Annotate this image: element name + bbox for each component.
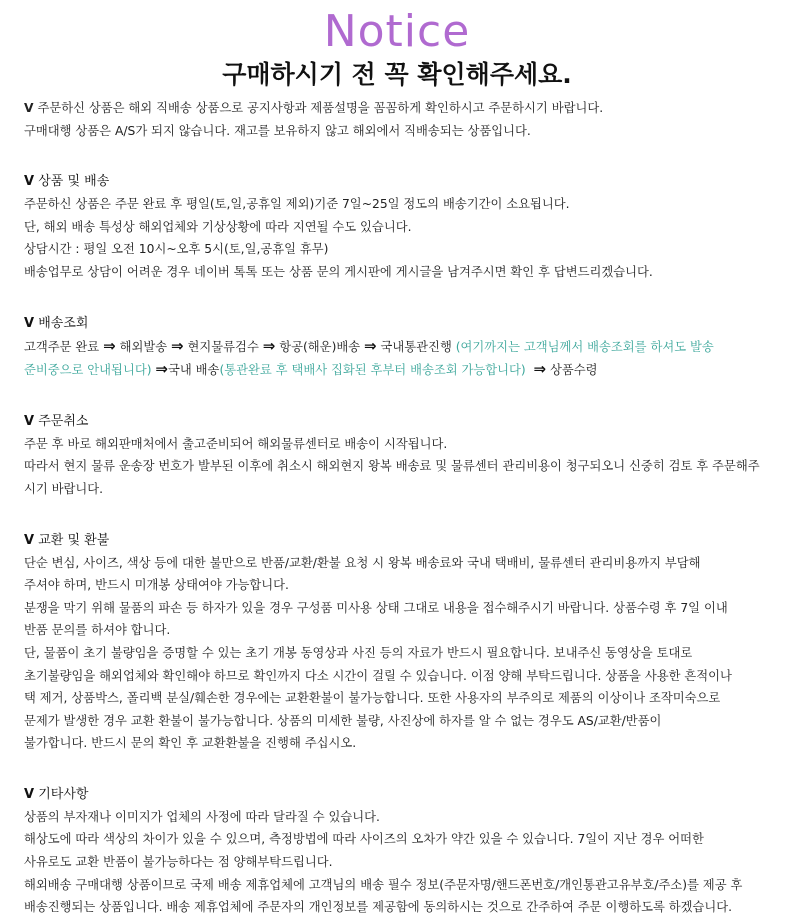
- tracking-flow-line1: [24, 335, 780, 359]
- section-heading-tracking: V 배송조회: [24, 315, 89, 331]
- check-marker: V: [24, 315, 35, 331]
- shipping-section: [24, 170, 780, 283]
- etc-line: 상품의 부자재나 이미지가 업체의 사정에 따라 달라질 수 있습니다.: [24, 809, 380, 824]
- tracking-section: [24, 312, 780, 382]
- tracking-step: 고객주문 완료: [24, 339, 100, 354]
- exchange-line: 분쟁을 막기 위해 물품의 파손 등 하자가 있을 경우 구성품 미사용 상태 그대로 내용을 접수해주시기 바랍니다. 상품수령 후 7일 이내: [24, 600, 728, 615]
- check-marker: V: [24, 532, 35, 548]
- etc-section: [24, 783, 780, 919]
- arrow-icon: ⇒: [364, 336, 377, 355]
- tracking-step: 현지물류검수: [187, 339, 259, 354]
- etc-line: 해상도에 따라 색상의 차이가 있을 수 있으며, 측정방법에 따라 사이즈의 오차가 약간 있을 수 있습니다. 7일이 지난 경우 어떠한: [24, 832, 704, 847]
- exchange-line: 반품 문의를 하셔야 합니다.: [24, 623, 171, 638]
- check-marker: V: [24, 413, 35, 429]
- shipping-line: 상담시간 : 평일 오전 10시~오후 5시(토,일,공휴일 휴무): [24, 242, 329, 257]
- exchange-line: 택 제거, 상품박스, 폴리백 분실/훼손한 경우에는 교환환불이 불가능합니다. 또한 사용자의 부주의로 제품의 이상이나 조작미숙으로: [24, 691, 721, 706]
- exchange-line: 단순 변심, 사이즈, 색상 등에 대한 불만으로 반품/교환/환불 요청 시 왕복 배송료와 국내 택배비, 물류센터 관리비용까지 부담해: [24, 555, 701, 570]
- etc-line: 해외배송 구매대행 상품이므로 국제 배송 제휴업체에 고객님의 배송 필수 정보(주문자명/핸드폰번호/개인통관고유부호/주소)를 제공 후: [24, 877, 743, 892]
- tracking-step: 해외발송: [119, 339, 168, 354]
- etc-line: 사유로도 교환 반품이 불가능하다는 점 양해부탁드립니다.: [24, 855, 333, 870]
- tracking-flow-line2: [24, 358, 780, 382]
- intro-line: V 주문하신 상품은 해외 직배송 상품으로 공지사항과 제품설명을 꼼꼼하게 확인하시고 주문하시기 바랍니다.: [24, 101, 604, 115]
- tracking-step: 국내 배송: [168, 363, 220, 378]
- shipping-line: 배송업무로 상담이 어려운 경우 네이버 톡톡 또는 상품 문의 게시판에 게시글을 남겨주시면 확인 후 답변드리겠습니다.: [24, 264, 653, 279]
- tracking-step: 국내통관진행: [380, 339, 452, 354]
- domestic-note: (통관완료 후 택배사 집화된 후부터 배송조회 가능합니다): [219, 363, 526, 378]
- tracking-step: 항공(해운)배송: [279, 339, 361, 354]
- notice-logo: Notice: [323, 6, 471, 57]
- check-marker: V: [24, 174, 35, 190]
- notice-content: [24, 97, 780, 919]
- arrow-icon: ⇒: [262, 336, 276, 355]
- check-marker: V: [24, 101, 34, 115]
- exchange-line: 주셔야 하며, 반드시 미개봉 상태여야 가능합니다.: [24, 578, 289, 593]
- arrow-icon: ⇒: [171, 336, 184, 355]
- check-marker: V: [24, 786, 35, 802]
- etc-line: 배송진행되는 상품입니다. 배송 제휴업체에 주문자의 개인정보를 제공함에 동의하시는 것으로 간주하여 주문 이행하도록 하겠습니다.: [24, 900, 733, 915]
- cancel-section: [24, 410, 780, 501]
- arrow-icon: ⇒: [155, 360, 168, 379]
- tracking-note-cont: 준비중으로 안내됩니다): [24, 363, 152, 378]
- intro-line: 구매대행 상품은 A/S가 되지 않습니다. 재고를 보유하지 않고 해외에서 직배송되는 상품입니다.: [24, 123, 531, 138]
- arrow-icon: ⇒: [533, 360, 547, 379]
- exchange-line: 문제가 발생한 경우 교환 환불이 불가능합니다. 상품의 미세한 불량, 사진상에 하자를 알 수 없는 경우도 AS/교환/반품이: [24, 713, 662, 728]
- exchange-section: [24, 529, 780, 755]
- section-heading-shipping: V 상품 및 배송: [24, 174, 110, 190]
- page-subtitle: 구매하시기 전 꼭 확인해주세요.: [222, 60, 572, 89]
- tracking-note: (여기까지는 고객님께서 배송조회를 하셔도 발송: [455, 339, 714, 354]
- shipping-line: 단, 해외 배송 특성상 해외업체와 기상상황에 따라 지연될 수도 있습니다.: [24, 219, 412, 234]
- intro-section: [24, 97, 780, 142]
- cancel-line: 주문 후 바로 해외판매처에서 출고준비되어 해외물류센터로 배송이 시작됩니다.: [24, 436, 448, 451]
- exchange-line: 불가합니다. 반드시 문의 확인 후 교환환불을 진행해 주십시오.: [24, 736, 357, 751]
- section-heading-etc: V 기타사항: [24, 786, 89, 802]
- exchange-line: 단, 물품이 초기 불량임을 증명할 수 있는 초기 개봉 동영상과 사진 등의 자료가 반드시 필요합니다. 보내주신 동영상을 토대로: [24, 645, 693, 660]
- exchange-line: 초기불량임을 해외업체와 확인해야 하므로 확인까지 다소 시간이 걸릴 수 있습니다. 이점 양해 부탁드립니다. 상품을 사용한 흔적이나: [24, 668, 732, 683]
- cancel-line: 시기 바랍니다.: [24, 481, 104, 496]
- cancel-line: 따라서 현지 물류 운송장 번호가 발부된 이후에 취소시 해외현지 왕복 배송료 및 물류센터 관리비용이 청구되오니 신중히 검토 후 주문해주: [24, 459, 760, 474]
- tracking-step: 상품수령: [550, 363, 598, 378]
- shipping-line: 주문하신 상품은 주문 완료 후 평일(토,일,공휴일 제외)기준 7일~25일 정도의 배송기간이 소요됩니다.: [24, 197, 570, 212]
- section-heading-cancel: V 주문취소: [24, 413, 89, 429]
- arrow-icon: ⇒: [103, 336, 116, 355]
- section-heading-exchange: V 교환 및 환불: [24, 532, 110, 548]
